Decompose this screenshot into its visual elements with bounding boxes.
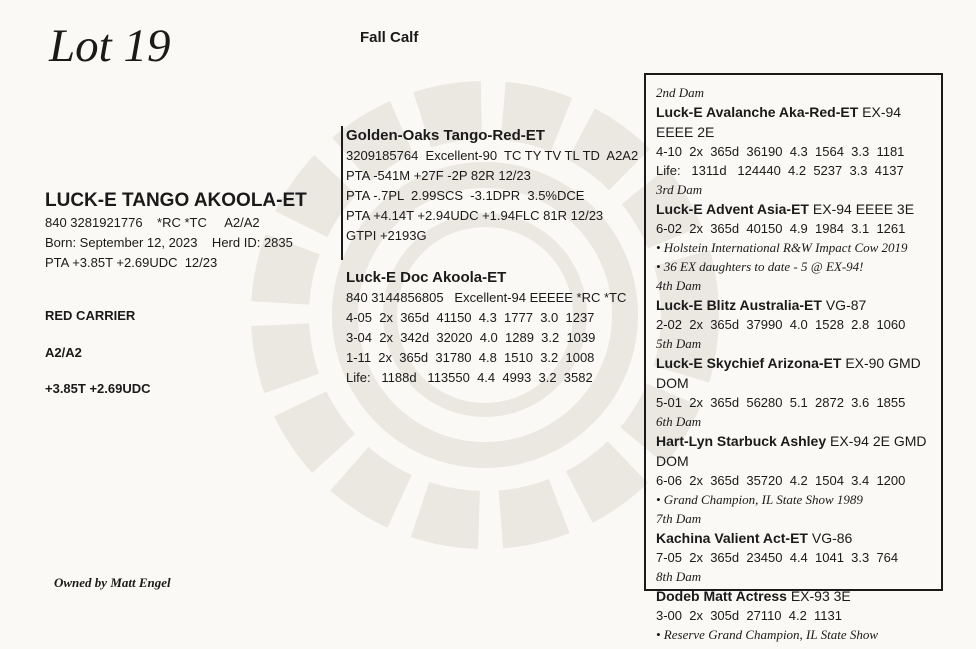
lot-subtitle: Fall Calf: [360, 29, 419, 46]
ancestor-name: Luck-E Skychief Arizona-ET: [656, 355, 842, 371]
dam-line: 3-04 2x 342d 32020 4.0 1289 3.2 1039: [346, 330, 596, 345]
ancestor-record: 7-05 2x 365d 23450 4.4 1041 3.3 764: [656, 550, 899, 565]
ancestor-name: Luck-E Blitz Australia-ET: [656, 297, 822, 313]
sire-line: PTA -.7PL 2.99SCS -3.1DPR 3.5%DCE: [346, 188, 585, 203]
sire-line: PTA -541M +27F -2P 82R 12/23: [346, 168, 531, 183]
pedigree-bracket: [341, 126, 343, 260]
ancestor-name-line: [656, 586, 941, 606]
red-carrier-tag: RED CARRIER: [45, 308, 136, 323]
ancestor-record: Life: 1311d 124440 4.2 5237 3.3 4137: [656, 163, 904, 178]
ancestor-name-line: [656, 353, 941, 393]
ancestor-generation-label: 2nd Dam: [656, 85, 705, 100]
maternal-line-box: [644, 73, 943, 642]
ancestor-name: Kachina Valient Act-ET: [656, 530, 808, 546]
ancestor-generation-label: 3rd Dam: [656, 182, 703, 197]
ancestor-record: 3-00 2x 305d 27110 4.2 1131: [656, 608, 842, 623]
ancestor-record: 5-01 2x 365d 56280 5.1 2872 3.6 1855: [656, 395, 906, 410]
ancestor-generation-label: 6th Dam: [656, 414, 702, 429]
animal-id-line: 840 3281921776 *RC *TC A2/A2: [45, 215, 260, 230]
ancestor-name: Luck-E Advent Asia-ET: [656, 201, 809, 217]
ancestor-name-line: [656, 295, 941, 315]
ancestor-note: • Holstein International R&W Impact Cow 2019: [656, 240, 908, 255]
ancestor-score: EX-94 EEEE 2E: [656, 104, 902, 140]
dam-line: Life: 1188d 113550 4.4 4993 3.2 3582: [346, 370, 593, 385]
dam-block: [346, 268, 626, 388]
ancestor-score: VG-86: [811, 530, 853, 546]
ancestor-note: • Reserve Grand Champion, IL State Show: [656, 627, 879, 642]
ancestor-name: Dodeb Matt Actress: [656, 588, 787, 604]
sire-name: Golden-Oaks Tango-Red-ET: [346, 127, 545, 144]
ancestor-score: EX-94 2E GMD DOM: [656, 433, 927, 469]
dam-name: Luck-E Doc Akoola-ET: [346, 269, 507, 286]
ancestor-name-line: [656, 102, 941, 142]
animal-born-line: Born: September 12, 2023 Herd ID: 2835: [45, 235, 293, 250]
sire-block: [346, 126, 638, 246]
ancestor-record: 4-10 2x 365d 36190 4.3 1564 3.3 1181: [656, 144, 905, 159]
beta-casein-tag: A2/A2: [45, 345, 82, 360]
dam-line: 4-05 2x 365d 41150 4.3 1777 3.0 1237: [346, 310, 595, 325]
animal-name: LUCK-E TANGO AKOOLA-ET: [45, 190, 307, 211]
owner-line: Owned by Matt Engel: [54, 575, 171, 590]
ancestor-name-line: [656, 431, 941, 471]
ancestor-name-line: [656, 528, 941, 548]
ancestor-record: 6-02 2x 365d 40150 4.9 1984 3.1 1261: [656, 221, 906, 236]
ancestor-score: EX-93 3E: [790, 588, 851, 604]
lot-title: Lot 19: [49, 20, 171, 72]
sire-line: GTPI +2193G: [346, 228, 427, 243]
ancestor-name-line: [656, 199, 941, 219]
sire-line: 3209185764 Excellent-90 TC TY TV TL TD A2A2: [346, 148, 639, 163]
ancestor-generation-label: 7th Dam: [656, 511, 702, 526]
ancestor-score: EX-90 GMD DOM: [656, 355, 921, 391]
ancestor-score: VG-87: [825, 297, 867, 313]
ancestor-name: Luck-E Avalanche Aka-Red-ET: [656, 104, 859, 120]
animal-pta-line: PTA +3.85T +2.69UDC 12/23: [45, 255, 218, 270]
ancestor-generation-label: 4th Dam: [656, 278, 702, 293]
dam-line: 840 3144856805 Excellent-94 EEEEE *RC *TC: [346, 290, 627, 305]
ancestor-generation-label: 8th Dam: [656, 569, 702, 584]
ancestor-record: 6-06 2x 365d 35720 4.2 1504 3.4 1200: [656, 473, 906, 488]
genomics-tag: +3.85T +2.69UDC: [45, 381, 151, 396]
ancestor-score: EX-94 EEEE 3E: [812, 201, 915, 217]
ancestor-note: • 36 EX daughters to date - 5 @ EX-94!: [656, 259, 864, 274]
sire-line: PTA +4.14T +2.94UDC +1.94FLC 81R 12/23: [346, 208, 604, 223]
ancestor-note: • Grand Champion, IL State Show 1989: [656, 492, 863, 507]
animal-info: [45, 190, 307, 273]
ancestor-generation-label: 5th Dam: [656, 336, 702, 351]
dam-line: 1-11 2x 365d 31780 4.8 1510 3.2 1008: [346, 350, 595, 365]
ancestor-record: 2-02 2x 365d 37990 4.0 1528 2.8 1060: [656, 317, 906, 332]
ancestor-name: Hart-Lyn Starbuck Ashley: [656, 433, 827, 449]
